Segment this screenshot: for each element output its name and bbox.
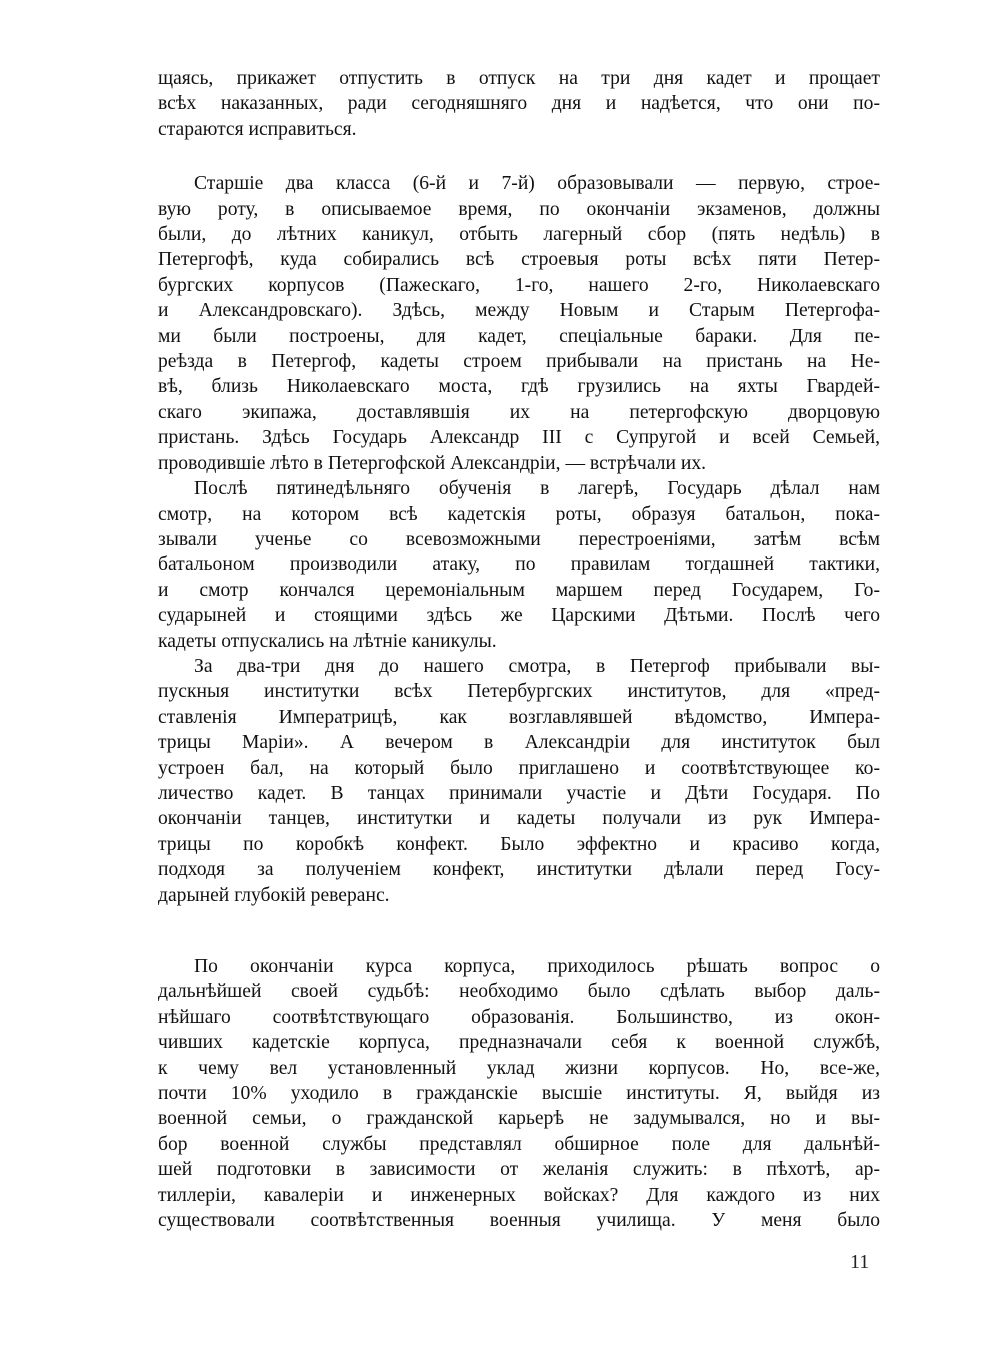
text-line: бор военной службы представлял обширное поле для дальнѣй-	[158, 1133, 880, 1155]
text-line: были, до лѣтних каникул, отбыть лагерный сбор (пять недѣль) в	[158, 224, 880, 246]
text-line: бургских корпусов (Пажескаго, 1-го, нашего 2-го, Николаевскаго	[158, 274, 880, 296]
text-line: военной семьи, о гражданской карьерѣ не задумывался, но и вы-	[158, 1108, 880, 1130]
text-line: смотр, на котором всѣ кадетскія роты, образуя батальон, пока-	[158, 503, 880, 525]
text-line: сударыней и стоящими здѣсь же Царскими Дѣтьми. Послѣ чего	[158, 605, 880, 627]
text-line: существовали соотвѣтственныя военныя училища. У меня было	[158, 1210, 880, 1232]
paragraph-3	[158, 476, 880, 654]
text-line: и смотр кончался церемоніальным маршем перед Государем, Го-	[158, 579, 880, 601]
document-page	[158, 66, 880, 1233]
text-line: пускныя институтки всѣх Петербургских институтов, для «пред-	[158, 681, 880, 703]
text-line: вую роту, в описываемое время, по окончаніи экзаменов, должны	[158, 198, 880, 220]
paragraph-1	[158, 66, 880, 142]
text-line: реѣзда в Петергоф, кадеты строем прибывали на пристань на Не-	[158, 351, 880, 373]
text-line: Старшіе два класса (6-й и 7-й) образовывали — первую, строе-	[194, 173, 880, 195]
text-line: ставленія Императрицѣ, как возглавлявшей вѣдомство, Импера-	[158, 706, 880, 728]
text-line: По окончаніи курса корпуса, приходилось рѣшать вопрос о	[194, 956, 880, 977]
text-line: устроен бал, на который было приглашено и соотвѣтствующее ко-	[158, 757, 880, 779]
text-line: батальоном производили атаку, по правилам тогдашней тактики,	[158, 554, 880, 576]
text-line: трицы Маріи». А вечером в Александріи для институток был	[158, 732, 880, 754]
text-line: щаясь, прикажет отпустить в отпуск на три дня кадет и прощает	[158, 68, 880, 89]
text-line: почти 10% уходило в гражданскіе высшіе институты. Я, выйдя из	[158, 1083, 880, 1105]
text-line: и Александровскаго). Здѣсь, между Новым и Старым Петергофа-	[158, 300, 880, 322]
text-line: личество кадет. В танцах принимали участіе и Дѣти Государя. По	[158, 782, 880, 804]
text-line: шей подготовки в зависимости от желанія служить: в пѣхотѣ, ар-	[158, 1159, 880, 1181]
text-line: Послѣ пятинедѣльняго обученія в лагерѣ, Государь дѣлал нам	[194, 478, 880, 500]
text-line: подходя за полученіем конфект, институтки дѣлали перед Госу-	[158, 859, 880, 881]
text-line: зывали ученье со всевозможными перестроеніями, затѣм всѣм	[158, 528, 880, 550]
page-number: 11	[850, 1251, 870, 1273]
paragraph-4	[158, 654, 880, 908]
text-line: Петергофѣ, куда собирались всѣ строевыя роты всѣх пяти Петер-	[158, 249, 880, 271]
text-line: вѣ, близь Николаевскаго моста, гдѣ грузились на яхты Гвардей-	[158, 376, 880, 398]
text-line: нѣйшаго соотвѣтствующаго образованія. Большинство, из окон-	[158, 1006, 880, 1028]
text-line: окончаніи танцев, институтки и кадеты получали из рук Импера-	[158, 808, 880, 830]
text-line: дальнѣйшей своей судьбѣ: необходимо было сдѣлать выбор даль-	[158, 981, 880, 1003]
text-line: скаго экипажа, доставлявшія их на петергофскую дворцовую	[158, 401, 880, 423]
text-line: тиллеріи, кавалеріи и инженерных войсках? Для каждого из них	[158, 1184, 880, 1206]
text-line: дарыней глубокій реверанс.	[158, 884, 390, 906]
text-line: всѣх наказанных, ради сегодняшняго дня и надѣется, что они по-	[158, 93, 880, 115]
text-line: ми были построены, для кадет, спеціальные бараки. Для пе-	[158, 325, 880, 347]
text-line: пристань. Здѣсь Государь Александр III с Супругой и всей Семьей,	[158, 427, 880, 449]
text-line: проводившіе лѣто в Петергофской Александріи, — встрѣчали их.	[158, 452, 707, 474]
text-line: трицы по коробкѣ конфект. Было эффектно и красиво когда,	[158, 833, 880, 855]
text-line: кадеты отпускались на лѣтніе каникулы.	[158, 630, 497, 652]
text-line: к чему вел установленный уклад жизни корпусов. Но, все-же,	[158, 1057, 880, 1079]
paragraph-5	[158, 954, 880, 1233]
text-line: За два-три дня до нашего смотра, в Петергоф прибывали вы-	[194, 655, 880, 677]
paragraph-2	[158, 171, 880, 476]
text-line: стараются исправиться.	[158, 118, 357, 140]
text-line: чивших кадетскіе корпуса, предназначали себя к военной службѣ,	[158, 1032, 880, 1054]
